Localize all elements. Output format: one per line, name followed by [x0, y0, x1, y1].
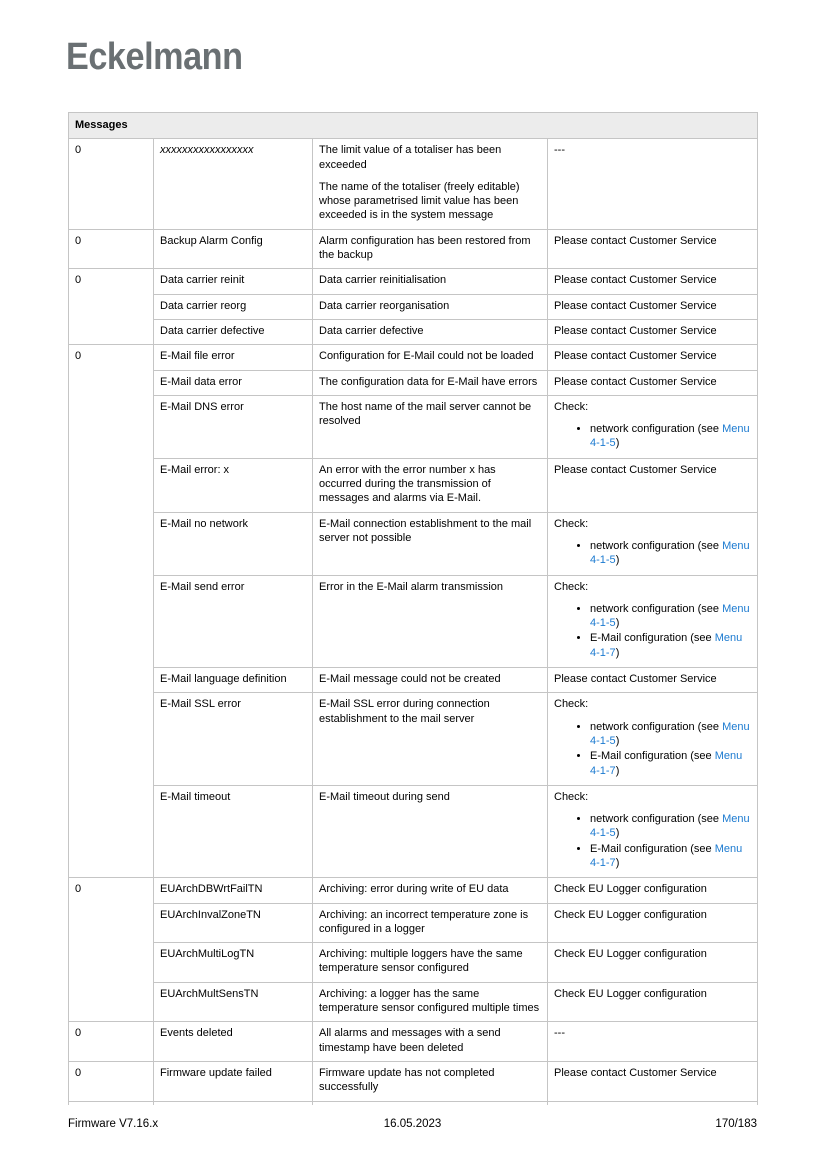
action-check-item: • network configuration (see Menu 4-1-5) [590, 812, 751, 841]
table-row [69, 1061, 758, 1101]
description-paragraph: Firmware update has not completed successfully [319, 1066, 495, 1094]
message-name: Firmware update failed [160, 1066, 272, 1079]
message-action-cell [548, 319, 758, 344]
message-name: E-Mail SSL error [160, 698, 241, 711]
message-action-cell [548, 370, 758, 395]
message-name: E-Mail error: x [160, 463, 230, 476]
message-name: E-Mail data error [160, 375, 242, 388]
table-row [69, 229, 758, 269]
message-action-cell [548, 668, 758, 693]
message-description-cell [313, 943, 548, 983]
action-check-item: • E-Mail configuration (see Menu 4-1-7) [590, 749, 751, 778]
message-name-cell [154, 319, 313, 344]
message-code-cell: 0 [69, 269, 154, 345]
message-action-cell [548, 1061, 758, 1101]
footer-page-number: 170/183 [715, 1118, 757, 1130]
action-check-item: • network configuration (see Menu 4-1-5) [590, 539, 751, 568]
description-paragraph: Data carrier defective [319, 324, 424, 337]
message-name-cell [154, 345, 313, 370]
action-check-intro: Check: [554, 790, 589, 803]
cutoff-cell [69, 1101, 154, 1105]
message-action-cell [548, 575, 758, 667]
action-text: Please contact Customer Service [554, 274, 717, 287]
message-action-cell [548, 395, 758, 458]
message-description-cell [313, 345, 548, 370]
action-text: Please contact Customer Service [554, 299, 717, 312]
message-name-cell [154, 668, 313, 693]
table-row [69, 943, 758, 983]
table-row [69, 785, 758, 877]
menu-link[interactable]: Menu 4-1-7 [590, 842, 743, 869]
table-row [69, 458, 758, 512]
message-description-cell [313, 395, 548, 458]
message-name: E-Mail send error [160, 580, 245, 593]
footer-date: 16.05.2023 [383, 1118, 442, 1130]
message-description-cell [313, 294, 548, 319]
message-description-cell [313, 229, 548, 269]
message-description-cell [313, 575, 548, 667]
action-text: Please contact Customer Service [554, 234, 717, 247]
message-name-cell [154, 512, 313, 575]
action-check-list [554, 812, 751, 870]
action-text: Check EU Logger configuration [554, 908, 707, 921]
action-check-list [554, 422, 751, 451]
action-text: Please contact Customer Service [554, 375, 717, 388]
action-check-list [554, 539, 751, 568]
message-description-cell [313, 512, 548, 575]
description-paragraph: Configuration for E-Mail could not be loaded [319, 350, 534, 363]
message-name: E-Mail file error [160, 350, 235, 363]
table-row [69, 395, 758, 458]
table-row [69, 345, 758, 370]
description-paragraph: Archiving: multiple loggers have the same temperature sensor configured [319, 948, 523, 975]
action-check-intro: Check: [554, 698, 589, 711]
message-name: EUArchInvalZoneTN [160, 908, 261, 921]
message-action-cell [548, 943, 758, 983]
message-description-cell [313, 982, 548, 1022]
description-paragraph: E-Mail connection establishment to the mail server not possible [319, 517, 532, 544]
message-name-cell [154, 943, 313, 983]
action-text: Check EU Logger configuration [554, 987, 707, 1000]
description-paragraph: E-Mail timeout during send [319, 790, 450, 803]
message-name: Data carrier reinit [160, 274, 245, 287]
message-description-cell [313, 668, 548, 693]
message-name-cell [154, 139, 313, 229]
menu-link[interactable]: Menu 4-1-5 [590, 423, 750, 450]
message-name-cell [154, 229, 313, 269]
messages-table-container [68, 112, 757, 1105]
action-text: --- [554, 144, 565, 157]
description-paragraph: Archiving: a logger has the same temperature sensor configured multiple times [319, 987, 540, 1015]
message-name: EUArchMultiLogTN [160, 948, 255, 961]
message-name-cell [154, 693, 313, 785]
message-name-cell [154, 575, 313, 667]
message-action-cell [548, 294, 758, 319]
description-paragraph: The host name of the mail server cannot be resolved [319, 400, 532, 428]
action-check-list [554, 602, 751, 660]
footer-firmware-version: Firmware V7.16.x [68, 1118, 159, 1130]
menu-link[interactable]: Menu 4-1-7 [590, 632, 743, 659]
table-row [69, 139, 758, 229]
message-name-cell [154, 458, 313, 512]
message-name: Events deleted [160, 1027, 233, 1040]
action-text: --- [554, 1027, 565, 1040]
table-row [69, 668, 758, 693]
description-paragraph: E-Mail SSL error during connection establishment to the mail server [319, 698, 490, 725]
message-action-cell [548, 903, 758, 943]
message-code-cell: 0 [69, 878, 154, 1022]
cutoff-cell [154, 1101, 313, 1105]
table-row [69, 269, 758, 294]
description-paragraph: Data carrier reinitialisation [319, 274, 447, 287]
message-action-cell [548, 269, 758, 294]
message-code-cell: 0 [69, 139, 154, 229]
description-paragraph: An error with the error number x has occurred during the transmission of messages and alarms via E-Mail. [319, 463, 496, 505]
description-paragraph: All alarms and messages with a send timestamp have been deleted [319, 1027, 501, 1054]
message-action-cell [548, 512, 758, 575]
page-footer [68, 1118, 757, 1134]
message-name: xxxxxxxxxxxxxxxxx [160, 144, 254, 157]
action-text: Check EU Logger configuration [554, 883, 707, 896]
messages-table [68, 112, 758, 1105]
action-text: Check EU Logger configuration [554, 948, 707, 961]
description-paragraph: Archiving: error during write of EU data [319, 883, 509, 896]
message-description-cell [313, 785, 548, 877]
cutoff-cell [313, 1101, 548, 1105]
message-name-cell [154, 982, 313, 1022]
action-text: Please contact Customer Service [554, 350, 717, 363]
message-description-cell [313, 1022, 548, 1062]
message-description-cell [313, 1061, 548, 1101]
action-text: Please contact Customer Service [554, 324, 717, 337]
message-name-cell [154, 294, 313, 319]
menu-link[interactable]: Menu 4-1-5 [590, 539, 750, 567]
message-name: E-Mail no network [160, 517, 249, 530]
message-description-cell [313, 370, 548, 395]
table-row [69, 878, 758, 903]
table-row [69, 575, 758, 667]
action-check-intro: Check: [554, 400, 589, 413]
message-code-cell: 0 [69, 345, 154, 878]
table-title: Messages [69, 113, 758, 139]
message-action-cell [548, 1022, 758, 1062]
message-name: EUArchMultSensTN [160, 987, 259, 1000]
message-action-cell [548, 229, 758, 269]
action-check-item: • E-Mail configuration (see Menu 4-1-7) [590, 631, 751, 660]
table-row [69, 903, 758, 943]
message-name-cell [154, 1061, 313, 1101]
table-row-cutoff [69, 1101, 758, 1105]
message-description-cell [313, 903, 548, 943]
message-name: E-Mail timeout [160, 790, 231, 803]
message-action-cell [548, 878, 758, 903]
description-paragraph: The name of the totaliser (freely editable) whose parametrised limit value has been exceeded is in the system message [319, 180, 520, 222]
action-check-intro: Check: [554, 580, 589, 593]
message-name: EUArchDBWrtFailTN [160, 883, 263, 896]
message-action-cell [548, 693, 758, 785]
message-name-cell [154, 903, 313, 943]
menu-link[interactable]: Menu 4-1-5 [590, 602, 750, 630]
description-paragraph: The limit value of a totaliser has been exceeded [319, 144, 502, 171]
description-paragraph: Archiving: an incorrect temperature zone is configured in a logger [319, 908, 529, 935]
action-check-list [554, 720, 751, 778]
eckelmann-logo: Eckelmann [66, 36, 243, 78]
cutoff-cell [548, 1101, 758, 1105]
message-code-cell: 0 [69, 229, 154, 269]
message-name-cell [154, 395, 313, 458]
message-description-cell [313, 458, 548, 512]
message-description-cell [313, 139, 548, 229]
table-row [69, 693, 758, 785]
message-code-cell: 0 [69, 1022, 154, 1062]
table-row [69, 370, 758, 395]
message-description-cell [313, 269, 548, 294]
message-code-cell: 0 [69, 1061, 154, 1101]
message-name-cell [154, 878, 313, 903]
message-name-cell [154, 1022, 313, 1062]
message-name-cell [154, 370, 313, 395]
message-description-cell [313, 319, 548, 344]
message-action-cell [548, 139, 758, 229]
menu-link[interactable]: Menu 4-1-5 [590, 720, 750, 747]
message-action-cell [548, 982, 758, 1022]
message-name: E-Mail DNS error [160, 400, 244, 413]
description-paragraph: E-Mail message could not be created [319, 673, 501, 686]
message-action-cell [548, 458, 758, 512]
message-description-cell [313, 878, 548, 903]
table-row [69, 294, 758, 319]
table-row [69, 982, 758, 1022]
table-row [69, 319, 758, 344]
description-paragraph: The configuration data for E-Mail have errors [319, 375, 538, 388]
action-text: Please contact Customer Service [554, 1066, 717, 1079]
action-check-item: • network configuration (see Menu 4-1-5) [590, 422, 751, 451]
action-text: Please contact Customer Service [554, 673, 717, 686]
description-paragraph: Error in the E-Mail alarm transmission [319, 580, 503, 593]
message-action-cell [548, 345, 758, 370]
action-text: Please contact Customer Service [554, 463, 717, 476]
message-action-cell [548, 785, 758, 877]
description-paragraph: Data carrier reorganisation [319, 299, 450, 312]
message-name-cell [154, 785, 313, 877]
message-name: Backup Alarm Config [160, 234, 263, 247]
action-check-item: • network configuration (see Menu 4-1-5) [590, 720, 751, 749]
message-name: Data carrier defective [160, 324, 265, 337]
message-name: Data carrier reorg [160, 299, 247, 312]
message-name: E-Mail language definition [160, 673, 287, 686]
action-check-item: • network configuration (see Menu 4-1-5) [590, 602, 751, 631]
description-paragraph: Alarm configuration has been restored from the backup [319, 234, 531, 262]
table-row [69, 1022, 758, 1062]
message-name-cell [154, 269, 313, 294]
action-check-intro: Check: [554, 517, 589, 530]
menu-link[interactable]: Menu 4-1-5 [590, 813, 750, 840]
message-description-cell [313, 693, 548, 785]
table-row [69, 512, 758, 575]
menu-link[interactable]: Menu 4-1-7 [590, 750, 743, 777]
action-check-item: • E-Mail configuration (see Menu 4-1-7) [590, 842, 751, 871]
